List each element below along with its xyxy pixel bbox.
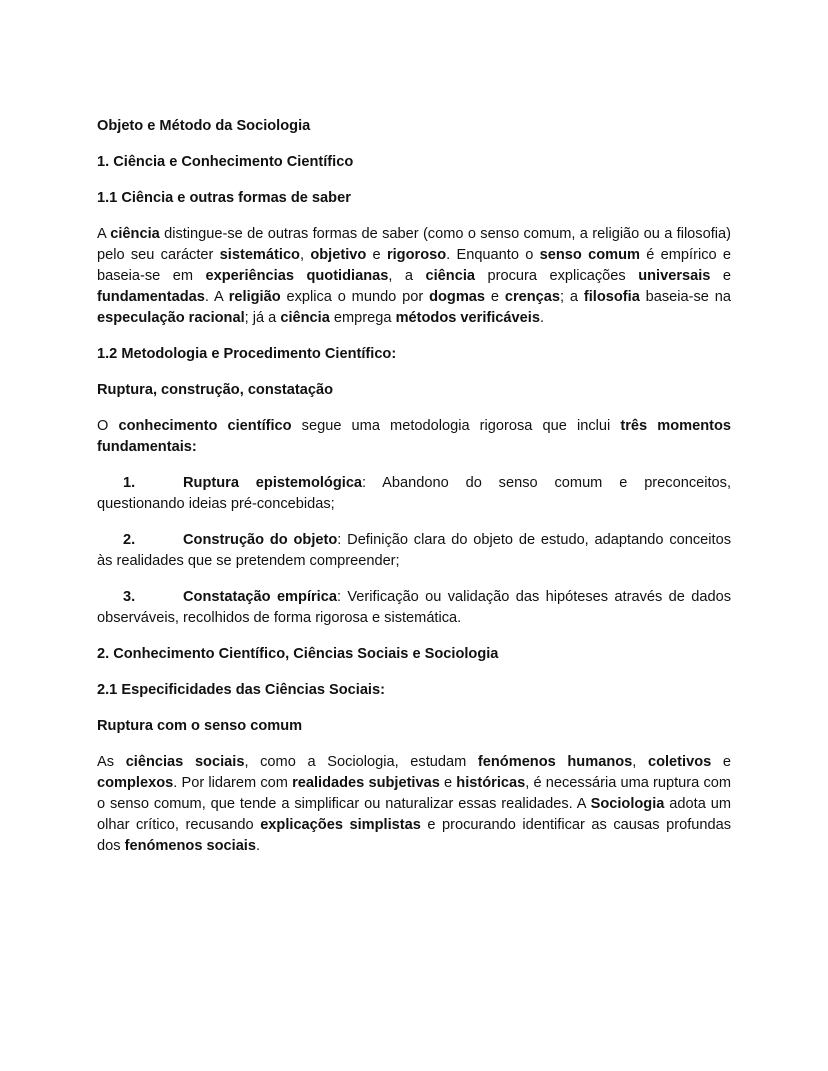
paragraph-ciencia-formas-saber: A ciência distingue-se de outras formas de saber (como o senso comum, a religião ou a filosofia) pelo seu carácter sistemático, objetivo e rigoroso. Enquanto o senso comum é empírico e baseia-se em experiências quotidianas, a ciência procura explicações universais e fundamentadas. A religião explica o mundo por dogmas e crenças; a filosofia baseia-se na especulação racional; já a ciência emprega métodos verificáveis.	[97, 226, 732, 326]
heading-1-ciencia-conhecimento: 1. Ciência e Conhecimento Científico	[97, 154, 354, 170]
subheading-ruptura-construcao-constatacao: Ruptura, construção, constatação	[97, 382, 333, 398]
list-item-text-1: Ruptura epistemológica: Abandono do senso comum e preconceitos, questionando ideias pré-concebidas;	[97, 475, 731, 512]
list-number-1: 1.	[123, 475, 136, 491]
list-number-3: 3.	[123, 589, 136, 605]
list-item-ruptura-epistemologica	[97, 473, 731, 515]
heading-2-ciencias-sociais-sociologia: 2. Conhecimento Científico, Ciências Sociais e Sociologia	[97, 646, 499, 662]
paragraph-ciencias-sociais: As ciências sociais, como a Sociologia, estudam fenómenos humanos, coletivos e complexos. Por lidarem com realidades subjetivas e históricas, é necessária uma ruptura com o senso comum, que tende a simplificar ou naturalizar essas realidades. A Sociologia adota um olhar crítico, recusando explicações simplistas e procurando identificar as causas profundas dos fenómenos sociais.	[97, 754, 732, 854]
list-item-construcao-objeto	[97, 530, 731, 572]
list-number-2: 2.	[123, 532, 136, 548]
heading-1-1-formas-de-saber: 1.1 Ciência e outras formas de saber	[97, 190, 351, 206]
heading-1-2-metodologia: 1.2 Metodologia e Procedimento Científico:	[97, 346, 397, 362]
list-item-text-2: Construção do objeto: Definição clara do objeto de estudo, adaptando conceitos às realidades que se pretendem compreender;	[97, 532, 731, 569]
paragraph-conhecimento-cientifico: O conhecimento científico segue uma metodologia rigorosa que inclui três momentos fundamentais:	[97, 418, 732, 455]
doc-title: Objeto e Método da Sociologia	[97, 118, 311, 134]
list-item-constatacao-empirica	[97, 587, 731, 629]
list-item-text-3: Constatação empírica: Verificação ou validação das hipóteses através de dados observáveis, recolhidos de forma rigorosa e sistemática.	[97, 589, 731, 626]
subheading-ruptura-senso-comum: Ruptura com o senso comum	[97, 718, 303, 734]
heading-2-1-especificidades: 2.1 Especificidades das Ciências Sociais:	[97, 682, 385, 698]
